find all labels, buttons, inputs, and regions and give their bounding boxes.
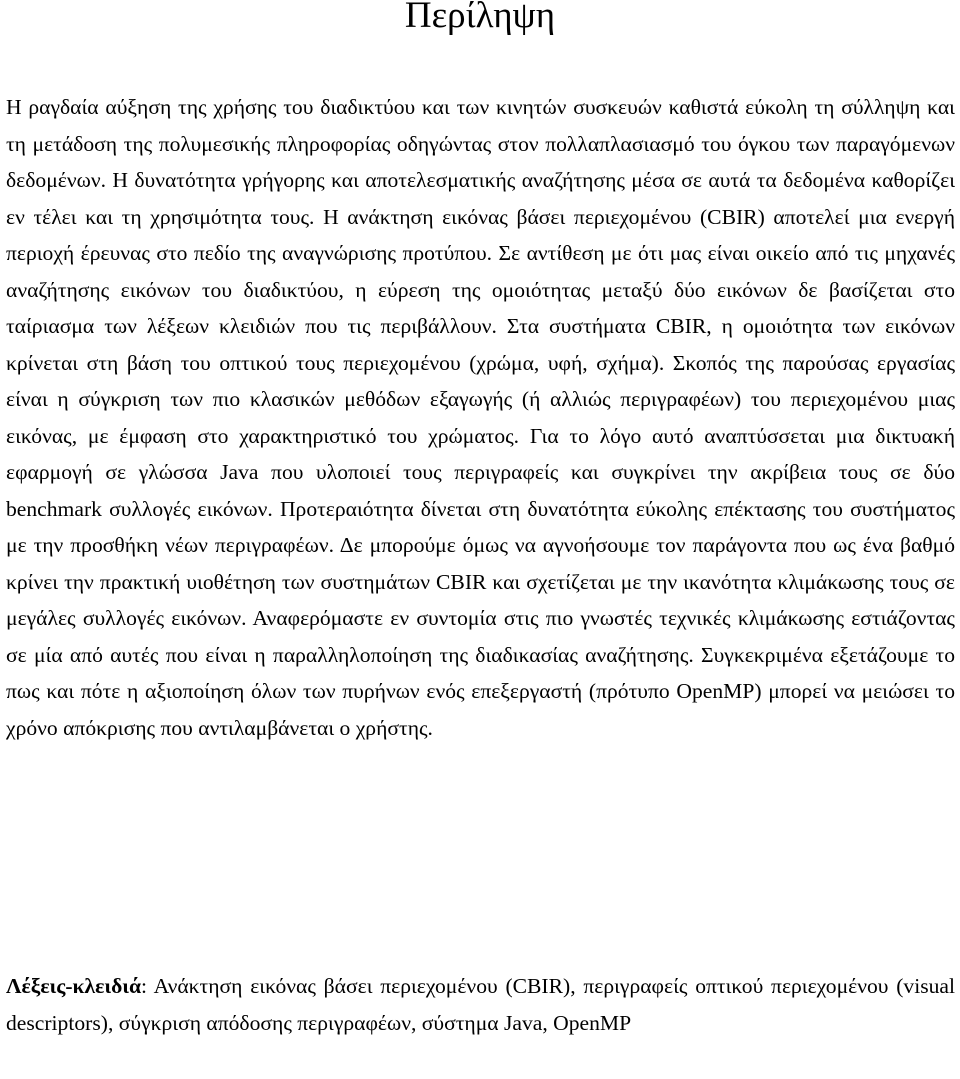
keywords-separator: : xyxy=(141,974,154,998)
keywords-label: Λέξεις-κλειδιά xyxy=(6,974,142,998)
abstract-paragraph: Η ραγδαία αύξηση της χρήσης του διαδικτύου και των κινητών συσκευών καθιστά εύκολη τη σύλληψη και τη μετάδοση της πολυμεσικής πληροφορίας οδηγώντας στον πολλαπλασιασμό του όγκου των παραγόμενων δεδομένων. Η δυνατότητα γρήγορης και αποτελεσματικής αναζήτησης μέσα σε αυτά τα δεδομένα καθορίζει εν τέλει και τη χρησιμότητα τους. Η ανάκτηση εικόνας βάσει περιεχομένου (CBIR) αποτελεί μια ενεργή περιοχή έρευνας στο πεδίο της αναγνώρισης προτύπου. Σε αντίθεση με ότι μας είναι οικείο από τις μηχανές αναζήτησης εικόνων του διαδικτύου, η εύρεση της ομοιότητας μεταξύ δύο εικόνων δε βασίζεται στο ταίριασμα των λέξεων κλειδιών που τις περιβάλλουν. Στα συστήματα CBIR, η ομοιότητα των εικόνων κρίνεται στη βάση του οπτικού τους περιεχομένου (χρώμα, υφή, σχήμα). Σκοπός της παρούσας εργασίας είναι η σύγκριση των πιο κλασικών μεθόδων εξαγωγής (ή αλλιώς περιγραφέων) του περιεχομένου μιας εικόνας, με έμφαση στο χαρακτηριστικό του χρώματος. Για το λόγο αυτό αναπτύσσεται μια δικτυακή εφαρμογή σε γλώσσα Java που υλοποιεί τους περιγραφείς και συγκρίνει την ακρίβεια τους σε δύο benchmark συλλογές εικόνων. Προτεραιότητα δίνεται στη δυνατότητα εύκολης επέκτασης του συστήματος με την προσθήκη νέων περιγραφέων. Δε μπορούμε όμως να αγνοήσουμε τον παράγοντα που ως ένα βαθμό κρίνει την πρακτική υιοθέτηση των συστημάτων CBIR και σχετίζεται με την ικανότητα κλιμάκωσης τους σε μεγάλες συλλογές εικόνων. Αναφερόμαστε εν συντομία στις πιο γνωστές τεχνικές κλιμάκωσης εστιάζοντας σε μία από αυτές που είναι η παραλληλοποίηση της διαδικασίας αναζήτησης. Συγκεκριμένα εξετάζουμε το πως και πότε η αξιοποίηση όλων των πυρήνων ενός επεξεργαστή (πρότυπο OpenMP) μπορεί να μειώσει το χρόνο απόκρισης που αντιλαμβάνεται ο χρήστης. xyxy=(6,95,955,740)
keywords-paragraph xyxy=(6,968,955,1042)
keywords-text: Ανάκτηση εικόνας βάσει περιεχομένου (CBIR), περιγραφείς οπτικού περιεχομένου (visual descriptors), σύγκριση απόδοσης περιγραφέων, σύστημα Java, OpenMP xyxy=(6,974,956,1035)
page-title: Περίληψη xyxy=(404,0,556,36)
